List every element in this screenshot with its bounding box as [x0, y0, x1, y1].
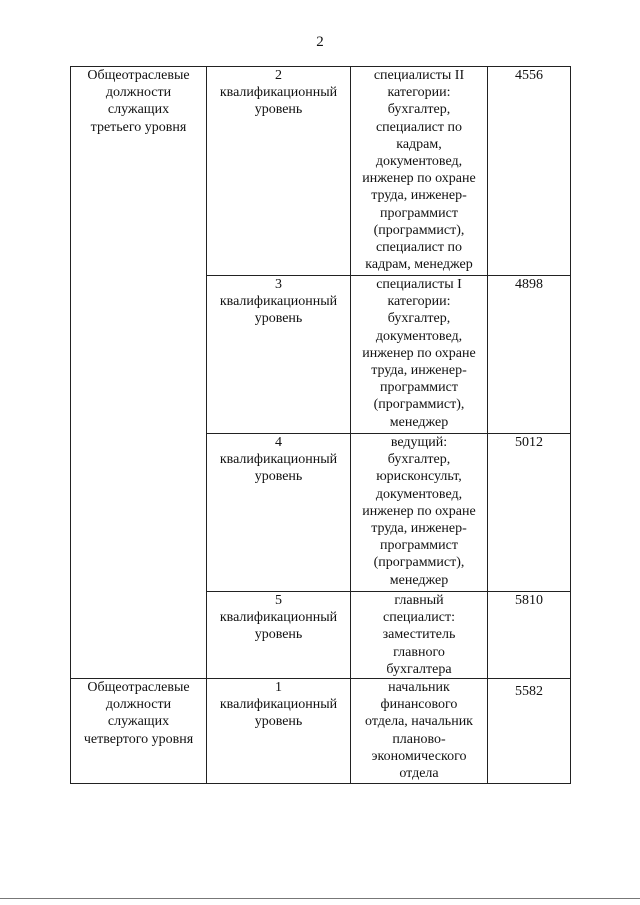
- position-group-label: Общеотраслевые должности служащих третьего уровня: [87, 68, 190, 135]
- table-row: [71, 679, 571, 784]
- qualification-level-cell: [207, 592, 351, 679]
- salary-value: 4898: [515, 277, 543, 292]
- salary-cell: [488, 679, 571, 784]
- qualification-level-label: 2 квалификационный уровень: [219, 68, 338, 118]
- salary-cell: [488, 67, 571, 276]
- salary-cell: [488, 592, 571, 679]
- qualification-level-cell: [207, 67, 351, 276]
- position-group-label: Общеотраслевые должности служащих четвертого уровня: [83, 680, 194, 747]
- salary-value: 5012: [515, 435, 543, 450]
- position-group-cell: [71, 67, 207, 679]
- table-row: [71, 67, 571, 276]
- salary-cell: [488, 434, 571, 592]
- qualification-level-label: 3 квалификационный уровень: [219, 277, 338, 327]
- salary-table: [70, 66, 571, 784]
- positions-list: специалисты II категории: бухгалтер, специалист по кадрам, документовед, инженер по охране труда, инженер- программист (программист), специалист по кадрам, менеджер: [362, 68, 476, 273]
- positions-cell: [351, 276, 488, 434]
- qualification-level-label: 1 квалификационный уровень: [219, 680, 338, 730]
- salary-cell: [488, 276, 571, 434]
- qualification-level-cell: [207, 434, 351, 592]
- position-group-cell: [71, 679, 207, 784]
- salary-value: 5810: [515, 593, 543, 608]
- positions-list: главный специалист: заместитель главного бухгалтера: [382, 593, 456, 677]
- positions-list: ведущий: бухгалтер, юрисконсульт, документовед, инженер по охране труда, инженер- программист (программист), менеджер: [362, 435, 476, 588]
- positions-list: начальник финансового отдела, начальник планово- экономического отдела: [365, 680, 473, 782]
- page-bottom-rule: [0, 898, 640, 899]
- salary-value: 5582: [515, 684, 543, 700]
- positions-list: специалисты I категории: бухгалтер, документовед, инженер по охране труда, инженер- программист (программист), менеджер: [362, 277, 476, 430]
- qualification-level-label: 4 квалификационный уровень: [219, 435, 338, 485]
- qualification-level-label: 5 квалификационный уровень: [219, 593, 338, 643]
- positions-cell: [351, 679, 488, 784]
- positions-cell: [351, 434, 488, 592]
- qualification-level-cell: [207, 276, 351, 434]
- page-number: 2: [316, 34, 324, 50]
- positions-cell: [351, 67, 488, 276]
- positions-cell: [351, 592, 488, 679]
- qualification-level-cell: [207, 679, 351, 784]
- salary-value: 4556: [515, 68, 543, 83]
